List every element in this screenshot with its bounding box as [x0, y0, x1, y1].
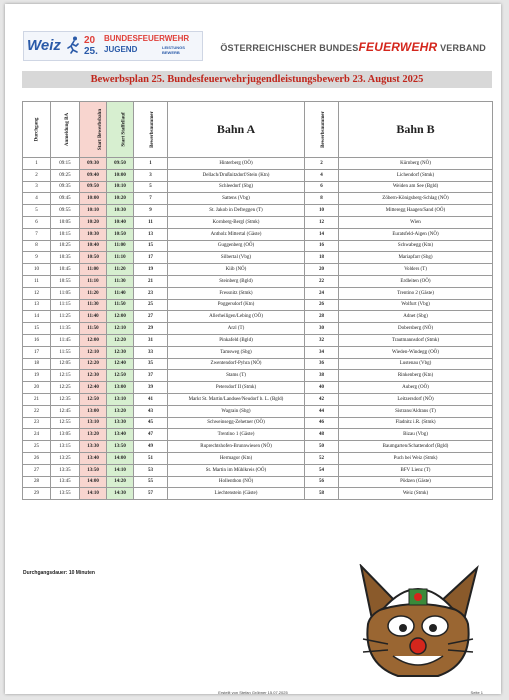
table-row [23, 346, 493, 358]
cell-durchgang: 11 [23, 275, 51, 287]
cell-nummer-a: 23 [134, 287, 168, 299]
cell-bahn-b: Wieden-Windegg (OÖ) [339, 346, 493, 358]
cell-anmeldung: 13:05 [51, 429, 80, 441]
header-durchgang: Durchgang [23, 102, 51, 158]
table-row [23, 193, 493, 205]
cell-start-staffellauf: 12:40 [107, 358, 134, 370]
cell-anmeldung: 11:45 [51, 334, 80, 346]
cell-nummer-a: 53 [134, 464, 168, 476]
table-row [23, 429, 493, 441]
cell-durchgang: 6 [23, 216, 51, 228]
cell-durchgang: 4 [23, 193, 51, 205]
cell-bahn-a: Sattens (Vbg) [168, 193, 305, 205]
cell-start-staffellauf: 12:20 [107, 334, 134, 346]
cell-anmeldung: 13:45 [51, 476, 80, 488]
cell-nummer-a: 43 [134, 405, 168, 417]
cell-start-bewerbsbahn: 13:00 [80, 405, 107, 417]
cell-nummer-a: 19 [134, 264, 168, 276]
table-row [23, 299, 493, 311]
table-row [23, 228, 493, 240]
cell-nummer-b: 32 [305, 334, 339, 346]
cell-nummer-b: 16 [305, 240, 339, 252]
cell-bahn-b: Zöbern-Königsberg-Schlag (NÖ) [339, 193, 493, 205]
cell-start-staffellauf: 13:30 [107, 417, 134, 429]
table-row [23, 158, 493, 170]
cell-bahn-b: Baumgarten/Schattendorf (Bgld) [339, 441, 493, 453]
cell-nummer-b: 54 [305, 464, 339, 476]
cell-bahn-b: Volders (T) [339, 264, 493, 276]
table-row [23, 441, 493, 453]
cell-durchgang: 29 [23, 488, 51, 500]
cell-start-staffellauf: 13:20 [107, 405, 134, 417]
cell-nummer-b: 20 [305, 264, 339, 276]
cell-nummer-b: 2 [305, 158, 339, 170]
cell-anmeldung: 12:05 [51, 358, 80, 370]
cell-anmeldung: 11:25 [51, 311, 80, 323]
cell-bahn-b: Wolfurt (Vbg) [339, 299, 493, 311]
cell-anmeldung: 09:25 [51, 169, 80, 181]
cell-anmeldung: 13:35 [51, 464, 80, 476]
footer-page-number: Seite 1 [470, 690, 483, 695]
cell-nummer-b: 26 [305, 299, 339, 311]
cell-durchgang: 13 [23, 299, 51, 311]
cell-start-staffellauf: 10:10 [107, 181, 134, 193]
logo-line2: JUGEND [104, 45, 138, 54]
cell-bahn-a: Poggersdorf (Ktn) [168, 299, 305, 311]
cell-start-bewerbsbahn: 09:40 [80, 169, 107, 181]
cell-start-staffellauf: 10:20 [107, 193, 134, 205]
header-bewerbsnummer-a: Bewerbsnummer [134, 102, 168, 158]
cell-start-staffellauf: 14:10 [107, 464, 134, 476]
cell-durchgang: 25 [23, 441, 51, 453]
cell-bahn-a: Kornberg-Bergl (Stmk) [168, 216, 305, 228]
table-row [23, 240, 493, 252]
logo-weiz-text: Weiz [27, 37, 61, 54]
cell-start-bewerbsbahn: 09:30 [80, 158, 107, 170]
cell-start-bewerbsbahn: 12:50 [80, 393, 107, 405]
cell-start-staffellauf: 14:20 [107, 476, 134, 488]
cell-nummer-b: 58 [305, 488, 339, 500]
cell-start-bewerbsbahn: 13:40 [80, 452, 107, 464]
header-start-bewerbsbahn: Start Bewerbsbahn [80, 102, 107, 158]
cell-start-staffellauf: 12:30 [107, 346, 134, 358]
cell-nummer-a: 1 [134, 158, 168, 170]
cell-bahn-b: Trentino 2 (Gäste) [339, 287, 493, 299]
cell-start-staffellauf: 10:00 [107, 169, 134, 181]
cell-anmeldung: 11:55 [51, 346, 80, 358]
cell-nummer-a: 3 [134, 169, 168, 181]
cell-nummer-b: 18 [305, 252, 339, 264]
cell-bahn-b: Mariapfarr (Sbg) [339, 252, 493, 264]
schedule-body [23, 158, 493, 500]
header-bewerbsnummer-b: Bewerbsnummer [305, 102, 339, 158]
cell-nummer-a: 27 [134, 311, 168, 323]
cell-anmeldung: 10:45 [51, 264, 80, 276]
cell-anmeldung: 09:15 [51, 158, 80, 170]
table-row [23, 476, 493, 488]
cell-anmeldung: 13:15 [51, 441, 80, 453]
cell-start-staffellauf: 11:00 [107, 240, 134, 252]
cell-bahn-a: Antholz Mittertal (Gäste) [168, 228, 305, 240]
firefighter-lynx-mascot-icon [353, 564, 483, 679]
table-row [23, 382, 493, 394]
cell-durchgang: 10 [23, 264, 51, 276]
cell-bahn-b: Lustenau (Vbg) [339, 358, 493, 370]
cell-bahn-b: Fladnitz i.R. (Stmk) [339, 417, 493, 429]
cell-anmeldung: 10:35 [51, 252, 80, 264]
cell-anmeldung: 09:45 [51, 193, 80, 205]
table-row [23, 464, 493, 476]
cell-bahn-b: Pödzen (Gäste) [339, 476, 493, 488]
table-row [23, 323, 493, 335]
cell-bahn-a: Hinterberg (OÖ) [168, 158, 305, 170]
cell-anmeldung: 11:05 [51, 287, 80, 299]
cell-bahn-a: Hermagor (Ktn) [168, 452, 305, 464]
org-part3: VERBAND [437, 43, 486, 53]
table-row [23, 405, 493, 417]
cell-anmeldung: 12:55 [51, 417, 80, 429]
cell-durchgang: 1 [23, 158, 51, 170]
cell-bahn-a: Kiib (NÖ) [168, 264, 305, 276]
cell-anmeldung: 12:15 [51, 370, 80, 382]
logo-year-top: 20 [84, 35, 96, 46]
cell-start-staffellauf: 12:00 [107, 311, 134, 323]
cell-nummer-a: 41 [134, 393, 168, 405]
cell-nummer-a: 35 [134, 358, 168, 370]
cell-bahn-a: Dellach/Drußnitzdorf/Stein (Ktn) [168, 169, 305, 181]
cell-durchgang: 20 [23, 382, 51, 394]
cell-nummer-b: 6 [305, 181, 339, 193]
cell-start-bewerbsbahn: 09:50 [80, 181, 107, 193]
cell-bahn-a: Arzl (T) [168, 323, 305, 335]
cell-start-bewerbsbahn: 10:50 [80, 252, 107, 264]
cell-anmeldung: 10:55 [51, 275, 80, 287]
cell-bahn-a: Silbertal (Vbg) [168, 252, 305, 264]
cell-start-bewerbsbahn: 14:10 [80, 488, 107, 500]
table-row [23, 252, 493, 264]
cell-bahn-b: Puch bei Weiz (Stmk) [339, 452, 493, 464]
cell-anmeldung: 11:35 [51, 323, 80, 335]
cell-durchgang: 7 [23, 228, 51, 240]
cell-nummer-a: 5 [134, 181, 168, 193]
cell-start-staffellauf: 13:50 [107, 441, 134, 453]
cell-start-bewerbsbahn: 11:50 [80, 323, 107, 335]
cell-durchgang: 16 [23, 334, 51, 346]
cell-start-bewerbsbahn: 11:10 [80, 275, 107, 287]
cell-bahn-a: Zwentendorf-Pyhra (NÖ) [168, 358, 305, 370]
cell-nummer-b: 50 [305, 441, 339, 453]
cell-nummer-b: 24 [305, 287, 339, 299]
cell-start-bewerbsbahn: 10:10 [80, 205, 107, 217]
cell-start-bewerbsbahn: 11:30 [80, 299, 107, 311]
table-row [23, 417, 493, 429]
cell-nummer-b: 44 [305, 405, 339, 417]
cell-nummer-a: 31 [134, 334, 168, 346]
cell-bahn-a: Pinkafeld (Bgld) [168, 334, 305, 346]
cell-durchgang: 9 [23, 252, 51, 264]
cell-nummer-b: 34 [305, 346, 339, 358]
cell-durchgang: 23 [23, 417, 51, 429]
table-row [23, 169, 493, 181]
page-title: Bewerbsplan 25. Bundesfeuerwehrjugendleistungsbewerb 23. August 2025 [22, 71, 492, 88]
org-part1: ÖSTERREICHISCHER BUNDES [220, 43, 359, 53]
cell-nummer-a: 17 [134, 252, 168, 264]
cell-start-bewerbsbahn: 13:10 [80, 417, 107, 429]
table-row [23, 452, 493, 464]
cell-start-staffellauf: 10:30 [107, 205, 134, 217]
document-page [5, 4, 501, 694]
table-row [23, 205, 493, 217]
cell-bahn-a: Ruprechtshofen-Brunnwiesen (NÖ) [168, 441, 305, 453]
cell-start-bewerbsbahn: 14:00 [80, 476, 107, 488]
cell-anmeldung: 09:55 [51, 205, 80, 217]
cell-nummer-b: 30 [305, 323, 339, 335]
cell-durchgang: 5 [23, 205, 51, 217]
cell-durchgang: 19 [23, 370, 51, 382]
cell-nummer-a: 39 [134, 382, 168, 394]
cell-nummer-b: 48 [305, 429, 339, 441]
cell-bahn-a: Markt St. Martin/Landsee/Neudorf b. L. (Bgld) [168, 393, 305, 405]
cell-start-staffellauf: 12:10 [107, 323, 134, 335]
cell-bahn-b: Trautmannsdorf (Stmk) [339, 334, 493, 346]
cell-start-staffellauf: 13:40 [107, 429, 134, 441]
cell-bahn-b: Rinkenberg (Ktn) [339, 370, 493, 382]
cell-nummer-b: 46 [305, 417, 339, 429]
cell-start-bewerbsbahn: 11:20 [80, 287, 107, 299]
cell-bahn-b: Adnet (Sbg) [339, 311, 493, 323]
cell-nummer-a: 55 [134, 476, 168, 488]
cell-bahn-b: Weiz (Stmk) [339, 488, 493, 500]
footer-credit: Erstellt von Stefan Gröbner 15.07.2025 [218, 690, 288, 695]
cell-start-staffellauf: 14:30 [107, 488, 134, 500]
table-row [23, 216, 493, 228]
cell-anmeldung: 10:15 [51, 228, 80, 240]
cell-nummer-a: 47 [134, 429, 168, 441]
cell-anmeldung: 13:55 [51, 488, 80, 500]
table-row [23, 287, 493, 299]
cell-nummer-b: 52 [305, 452, 339, 464]
cell-nummer-a: 29 [134, 323, 168, 335]
cell-nummer-b: 10 [305, 205, 339, 217]
cell-start-bewerbsbahn: 10:00 [80, 193, 107, 205]
cell-bahn-a: St. Jakob in Defreggen (T) [168, 205, 305, 217]
cell-start-bewerbsbahn: 11:00 [80, 264, 107, 276]
cell-bahn-b: Wien [339, 216, 493, 228]
logo-year-bottom: 25. [84, 46, 98, 57]
cell-nummer-a: 21 [134, 275, 168, 287]
cell-start-bewerbsbahn: 13:50 [80, 464, 107, 476]
cell-start-bewerbsbahn: 10:30 [80, 228, 107, 240]
cell-nummer-a: 33 [134, 346, 168, 358]
cell-start-staffellauf: 10:50 [107, 228, 134, 240]
cell-nummer-b: 12 [305, 216, 339, 228]
cell-durchgang: 14 [23, 311, 51, 323]
cell-bahn-a: Wagrain (Sbg) [168, 405, 305, 417]
cell-start-staffellauf: 13:10 [107, 393, 134, 405]
cell-bahn-a: Schleedorf (Sbg) [168, 181, 305, 193]
cell-bahn-a: Liechtenstein (Gäste) [168, 488, 305, 500]
event-logo [23, 31, 203, 61]
organisation-name [220, 40, 486, 54]
cell-bahn-b: Weiden am See (Bgld) [339, 181, 493, 193]
cell-bahn-b: Mitteregg Haagen/Sand (OÖ) [339, 205, 493, 217]
cell-durchgang: 17 [23, 346, 51, 358]
cell-anmeldung: 12:45 [51, 405, 80, 417]
cell-start-staffellauf: 13:00 [107, 382, 134, 394]
cell-bahn-a: Schweinsegg-Zehetner (OÖ) [168, 417, 305, 429]
table-row [23, 181, 493, 193]
cell-durchgang: 8 [23, 240, 51, 252]
cell-nummer-b: 28 [305, 311, 339, 323]
cell-bahn-a: Trentino 1 (Gäste) [168, 429, 305, 441]
cell-start-staffellauf: 10:40 [107, 216, 134, 228]
cell-start-staffellauf: 09:50 [107, 158, 134, 170]
cell-bahn-a: Guggenberg (OÖ) [168, 240, 305, 252]
duration-note: Durchgangsdauer: 10 Minuten [23, 570, 95, 576]
cell-start-staffellauf: 14:00 [107, 452, 134, 464]
cell-bahn-a: Steinberg (Bgld) [168, 275, 305, 287]
cell-durchgang: 15 [23, 323, 51, 335]
cell-nummer-a: 51 [134, 452, 168, 464]
cell-durchgang: 2 [23, 169, 51, 181]
cell-nummer-a: 15 [134, 240, 168, 252]
header-anmeldung: Anmeldung BA [51, 102, 80, 158]
cell-nummer-b: 38 [305, 370, 339, 382]
table-row [23, 370, 493, 382]
table-row [23, 311, 493, 323]
cell-bahn-b: Bizau (Vbg) [339, 429, 493, 441]
cell-start-staffellauf: 11:40 [107, 287, 134, 299]
cell-nummer-b: 22 [305, 275, 339, 287]
cell-start-bewerbsbahn: 13:30 [80, 441, 107, 453]
header-bahn-a: Bahn A [168, 102, 305, 158]
table-row [23, 488, 493, 500]
cell-bahn-a: Tamsweg (Sbg) [168, 346, 305, 358]
cell-nummer-b: 56 [305, 476, 339, 488]
cell-bahn-b: Schwabegg (Ktn) [339, 240, 493, 252]
header-start-staffellauf: Start Staffellauf [107, 102, 134, 158]
cell-durchgang: 24 [23, 429, 51, 441]
cell-nummer-b: 36 [305, 358, 339, 370]
cell-bahn-b: Dobersberg (NÖ) [339, 323, 493, 335]
cell-durchgang: 12 [23, 287, 51, 299]
cell-nummer-a: 13 [134, 228, 168, 240]
cell-anmeldung: 09:35 [51, 181, 80, 193]
cell-durchgang: 3 [23, 181, 51, 193]
table-row [23, 358, 493, 370]
cell-start-bewerbsbahn: 13:20 [80, 429, 107, 441]
cell-anmeldung: 11:15 [51, 299, 80, 311]
table-row [23, 334, 493, 346]
cell-start-bewerbsbahn: 12:00 [80, 334, 107, 346]
cell-durchgang: 18 [23, 358, 51, 370]
cell-anmeldung: 12:25 [51, 382, 80, 394]
cell-bahn-a: St. Martin im Mühlkreis (OÖ) [168, 464, 305, 476]
table-row [23, 393, 493, 405]
cell-durchgang: 22 [23, 405, 51, 417]
cell-nummer-a: 25 [134, 299, 168, 311]
cell-bahn-b: Leitzersdorf (NÖ) [339, 393, 493, 405]
cell-nummer-a: 11 [134, 216, 168, 228]
cell-start-bewerbsbahn: 11:40 [80, 311, 107, 323]
cell-anmeldung: 13:25 [51, 452, 80, 464]
cell-bahn-a: Fressnitz (Stmk) [168, 287, 305, 299]
cell-start-bewerbsbahn: 12:20 [80, 358, 107, 370]
cell-bahn-a: Petersdorf II (Stmk) [168, 382, 305, 394]
cell-bahn-b: BFV Lienz (T) [339, 464, 493, 476]
cell-durchgang: 28 [23, 476, 51, 488]
cell-nummer-a: 45 [134, 417, 168, 429]
cell-nummer-a: 57 [134, 488, 168, 500]
cell-anmeldung: 12:35 [51, 393, 80, 405]
cell-nummer-a: 37 [134, 370, 168, 382]
cell-anmeldung: 10:05 [51, 216, 80, 228]
cell-durchgang: 27 [23, 464, 51, 476]
cell-bahn-b: Euratsfeld-Aigen (NÖ) [339, 228, 493, 240]
header-bahn-b: Bahn B [339, 102, 493, 158]
cell-bahn-a: Allerheiligen/Lebing (OÖ) [168, 311, 305, 323]
cell-bahn-a: Hollenthon (NÖ) [168, 476, 305, 488]
table-row [23, 264, 493, 276]
cell-nummer-b: 42 [305, 393, 339, 405]
cell-nummer-b: 4 [305, 169, 339, 181]
cell-start-bewerbsbahn: 12:30 [80, 370, 107, 382]
cell-start-bewerbsbahn: 12:10 [80, 346, 107, 358]
cell-start-bewerbsbahn: 12:40 [80, 382, 107, 394]
cell-nummer-a: 7 [134, 193, 168, 205]
runner-icon [66, 36, 80, 54]
cell-bahn-b: Auberg (OÖ) [339, 382, 493, 394]
cell-durchgang: 21 [23, 393, 51, 405]
cell-bahn-b: Lichendorf (Stmk) [339, 169, 493, 181]
cell-nummer-b: 8 [305, 193, 339, 205]
cell-start-bewerbsbahn: 10:40 [80, 240, 107, 252]
org-part2: FEUERWEHR [358, 40, 438, 54]
cell-anmeldung: 10:25 [51, 240, 80, 252]
logo-line1: BUNDESFEUERWEHR [104, 34, 190, 43]
schedule-table [22, 101, 493, 500]
cell-nummer-b: 40 [305, 382, 339, 394]
cell-nummer-a: 49 [134, 441, 168, 453]
cell-start-bewerbsbahn: 10:20 [80, 216, 107, 228]
logo-line3: LEISTUNGS BEWERB [162, 45, 185, 55]
cell-start-staffellauf: 12:50 [107, 370, 134, 382]
cell-nummer-b: 14 [305, 228, 339, 240]
cell-bahn-b: Erdleiten (OÖ) [339, 275, 493, 287]
cell-durchgang: 26 [23, 452, 51, 464]
cell-bahn-b: Sistrans/Aldrans (T) [339, 405, 493, 417]
table-row [23, 275, 493, 287]
cell-bahn-a: Stams (T) [168, 370, 305, 382]
table-header-row [23, 102, 493, 158]
cell-nummer-a: 9 [134, 205, 168, 217]
cell-start-staffellauf: 11:50 [107, 299, 134, 311]
cell-start-staffellauf: 11:20 [107, 264, 134, 276]
cell-bahn-b: Kürnberg (NÖ) [339, 158, 493, 170]
cell-start-staffellauf: 11:10 [107, 252, 134, 264]
cell-start-staffellauf: 11:30 [107, 275, 134, 287]
